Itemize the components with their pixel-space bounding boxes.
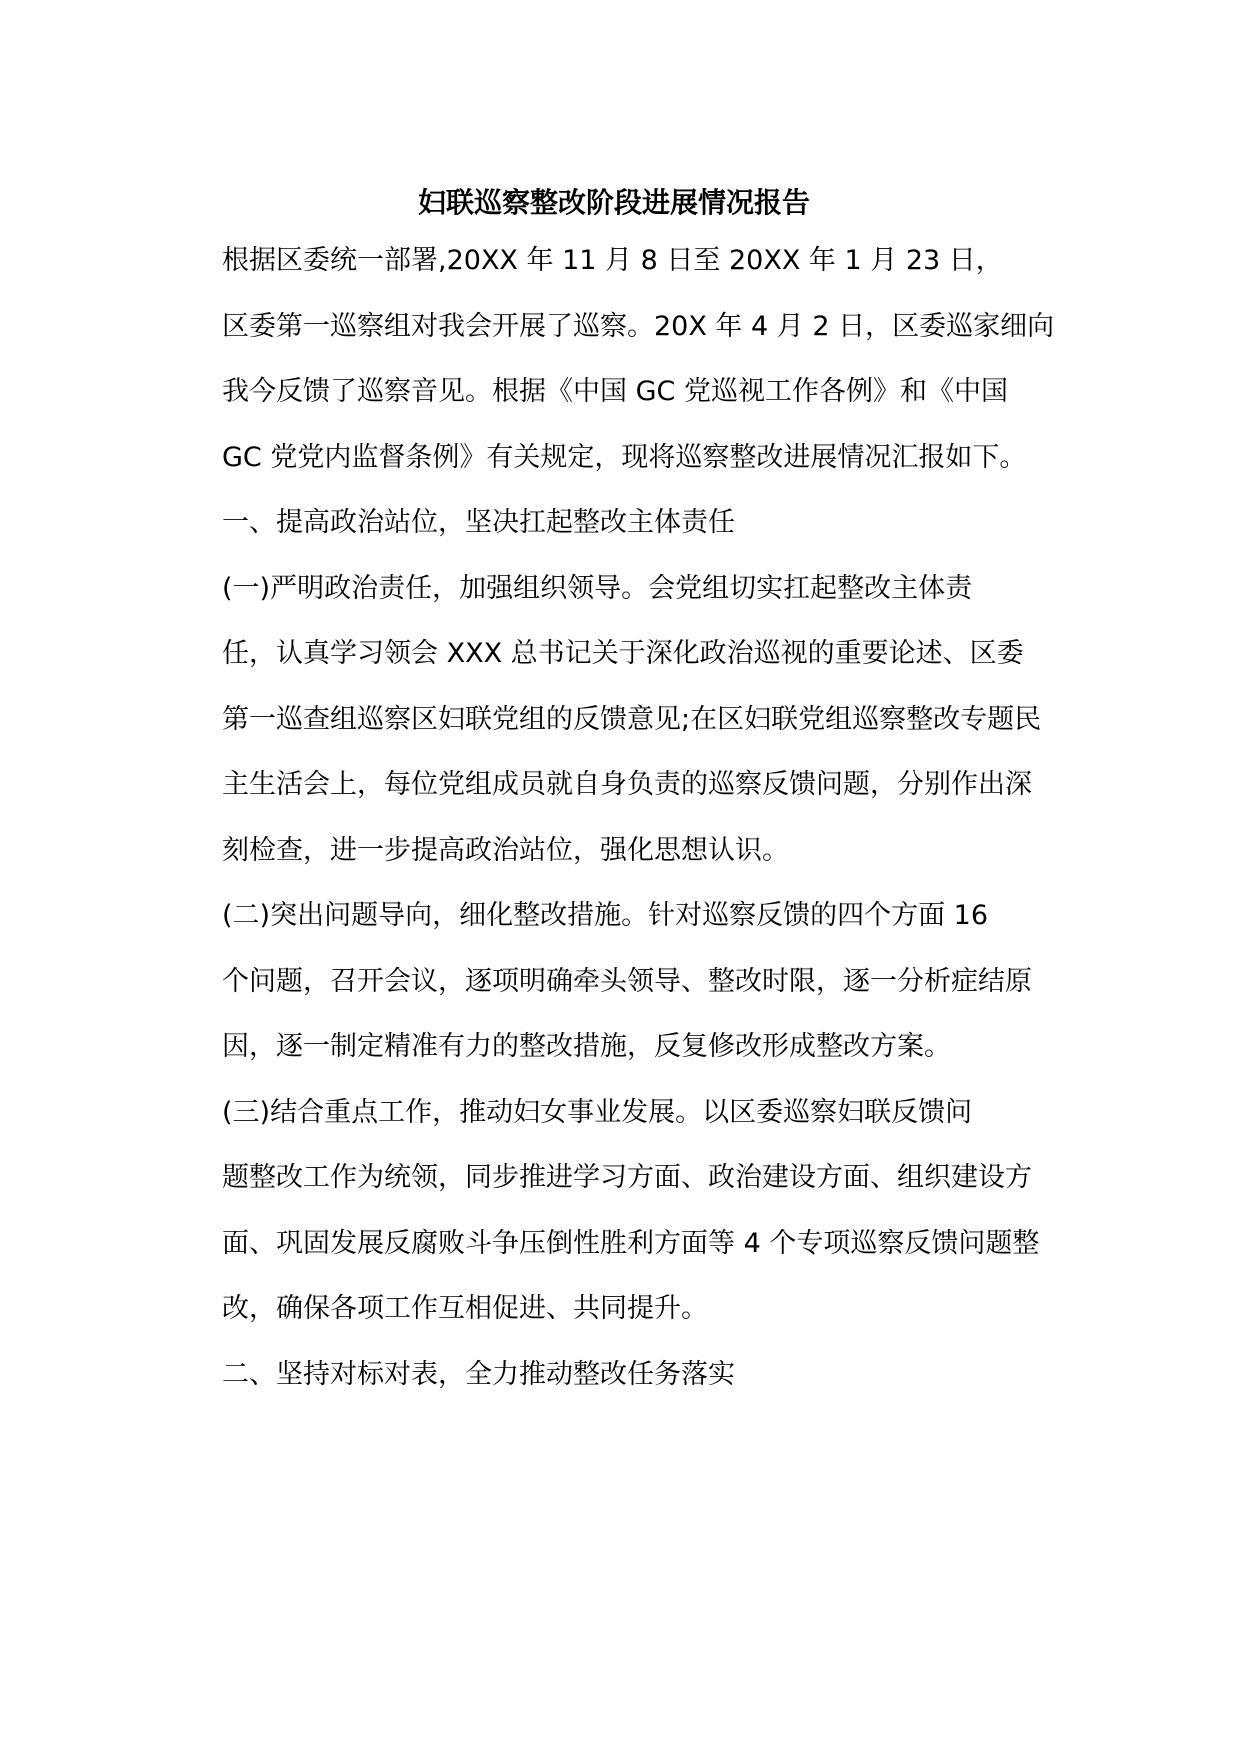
- paragraph-line: 我今反馈了巡察音见。根据《中国 GC 党巡视工作各例》和《中国: [222, 376, 1008, 407]
- intro-paragraph: [168, 228, 1060, 490]
- paragraph-line: 因，逐一制定精准有力的整改措施，反复修改形成整改方案。: [222, 1031, 951, 1062]
- paragraph-line: 主生活会上，每位党组成员就自身负责的巡察反馈问题，分别作出深: [222, 769, 1032, 800]
- subsection-paragraph-1: [168, 556, 1060, 884]
- document-body: [168, 178, 1060, 1407]
- paragraph-line: 题整改工作为统领，同步推进学习方面、政治建设方面、组织建设方: [222, 1162, 1032, 1193]
- heading-line: 一、提高政治站位，坚决扛起整改主体责任: [222, 507, 735, 538]
- paragraph-line: (二)突出问题导向，细化整改措施。针对巡察反馈的四个方面 16: [222, 900, 989, 931]
- paragraph-line: 面、巩固发展反腐败斗争压倒性胜利方面等 4 个专项巡察反馈问题整: [222, 1227, 1040, 1259]
- paragraph-line: (一)严明政治责任，加强组织领导。会党组切实扛起整改主体责: [222, 572, 973, 604]
- section-heading-1: [168, 490, 1060, 556]
- document-title: 妇联巡察整改阶段进展情况报告: [417, 186, 810, 219]
- paragraph-line: 改，确保各项工作互相促进、共同提升。: [222, 1293, 708, 1324]
- subsection-paragraph-2: [168, 883, 1060, 1080]
- paragraph-line: (三)结合重点工作，推动妇女事业发展。以区委巡察妇联反馈问: [222, 1096, 973, 1128]
- paragraph-line: 个问题，召开会议，逐项明确牵头领导、整改时限，逐一分析症结原: [222, 965, 1032, 997]
- paragraph-line: 第一巡查组巡察区妇联党组的反馈意见;在区妇联党组巡察整改专题民: [222, 703, 1042, 735]
- paragraph-line: 任，认真学习领会 XXX 总书记关于深化政治巡视的重要论述、区委: [222, 638, 1024, 669]
- subsection-paragraph-3: [168, 1080, 1060, 1342]
- paragraph-line: 根据区委统一部署,20XX 年 11 月 8 日至 20XX 年 1 月 23 日，: [222, 245, 1003, 276]
- section-heading-2: [168, 1342, 1060, 1408]
- heading-line: 二、坚持对标对表，全力推动整改任务落实: [222, 1358, 735, 1390]
- paragraph-line: 刻检查，进一步提高政治站位，强化思想认识。: [222, 834, 789, 866]
- paragraph-line: 区委第一巡察组对我会开展了巡察。20X 年 4 月 2 日，区委巡家细向: [222, 310, 1055, 342]
- paragraph-line: GC 党党内监督条例》有关规定，现将巡察整改进展情况汇报如下。: [222, 441, 1027, 473]
